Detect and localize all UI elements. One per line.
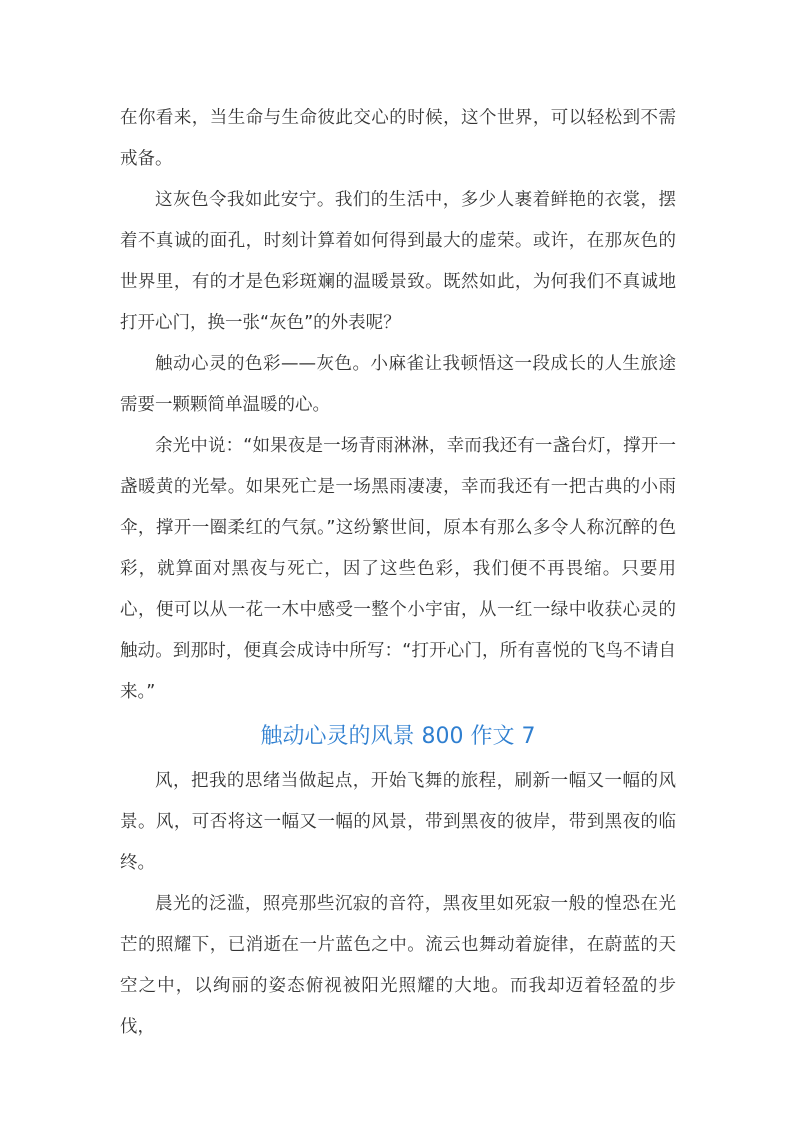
document-page xyxy=(120,98,676,1048)
paragraph-wind: 风，把我的思绪当做起点，开始飞舞的旅程，刷新一幅又一幅的风景。风，可否将这一幅又一幅的风景，带到黑夜的彼岸，带到黑夜的临终。 xyxy=(120,771,676,873)
paragraph-touching-color: 触动心灵的色彩——灰色。小麻雀让我顿悟这一段成长的人生旅途需要一颗颗简单温暖的心。 xyxy=(120,354,676,415)
paragraph-continuation: 在你看来，当生命与生命彼此交心的时候，这个世界，可以轻松到不需戒备。 xyxy=(120,108,676,169)
essay-heading: 触动心灵的风景 800 作文 7 xyxy=(260,724,536,749)
paragraph-yu-guangzhong-quote: 余光中说：“如果夜是一场青雨淋淋，幸而我还有一盏台灯，撑开一盏暖黄的光晕。如果死亡是一场黑雨凄凄，幸而我还有一把古典的小雨伞，撑开一圈柔红的气氛。”这纷繁世间，原本有那么多令人称沉醉的色彩，就算面对黑夜与死亡，因了这些色彩，我们便不再畏缩。只要用心，便可以从一花一木中感受一整个小宇宙，从一红一绿中收获心灵的触动。到那时，便真会成诗中所写：“打开心门，所有喜悦的飞鸟不请自来。” xyxy=(120,436,676,702)
paragraph-morning-light: 晨光的泛滥，照亮那些沉寂的音符，黑夜里如死寂一般的惶恐在光芒的照耀下，已消逝在一片蓝色之中。流云也舞动着旋律，在蔚蓝的天空之中，以绚丽的姿态俯视被阳光照耀的大地。而我却迈着轻盈的步伐， xyxy=(120,894,676,1037)
paragraph-gray-calm: 这灰色令我如此安宁。我们的生活中，多少人裹着鲜艳的衣裳，摆着不真诚的面孔，时刻计算着如何得到最大的虚荣。或许，在那灰色的世界里，有的才是色彩斑斓的温暖景致。既然如此，为何我们不真诚地打开心门，换一张“灰色”的外表呢？ xyxy=(120,190,676,333)
